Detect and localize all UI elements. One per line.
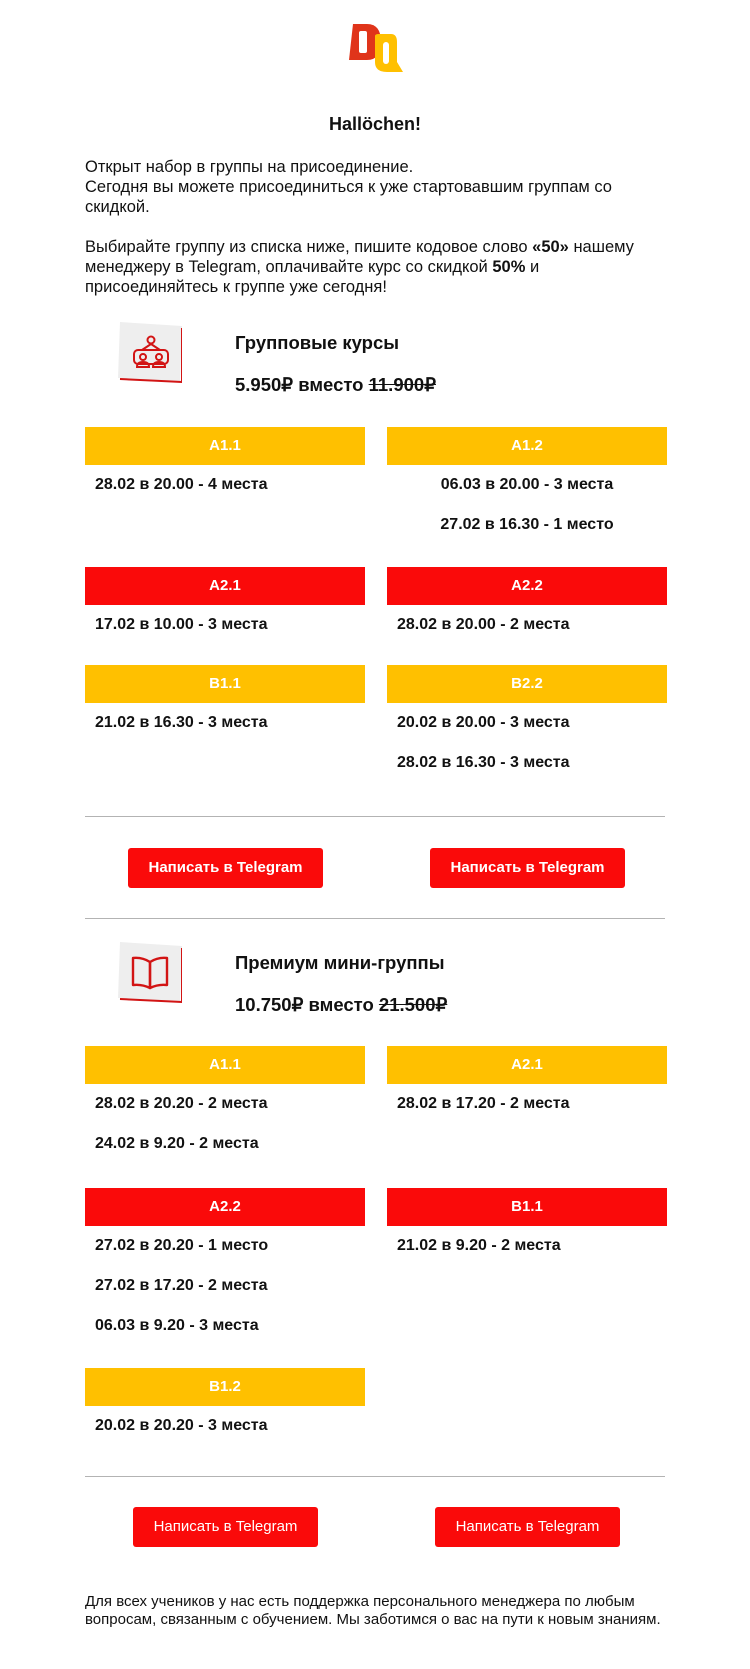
group-card — [85, 665, 365, 743]
intro-text — [85, 157, 665, 297]
group-slot: 27.02 в 20.20 - 1 место — [95, 1237, 269, 1254]
group-slot: 06.03 в 20.00 - 3 места — [440, 476, 614, 493]
group-slot: 20.02 в 20.00 - 3 места — [397, 714, 570, 731]
group-card — [85, 1046, 365, 1164]
group-slot: 27.02 в 17.20 - 2 места — [95, 1277, 268, 1294]
group-card — [387, 1046, 667, 1124]
section-header-group-courses — [85, 322, 665, 402]
code-word: «50» — [532, 238, 569, 256]
group-card — [387, 567, 667, 645]
old-price: 21.500₽ — [378, 994, 448, 1015]
group-header: A2.1 — [85, 567, 365, 605]
telegram-button[interactable]: Написать в Telegram — [435, 1507, 620, 1547]
group-slot: 28.02 в 17.20 - 2 места — [397, 1095, 570, 1112]
greeting: Hallöchen! — [328, 114, 421, 134]
intro-offer: Выбирайте группу из списка ниже, пишите кодовое слово «50» нашему менеджеру в Telegram, оплачивайте курс со скидкой 50% и присоединяйтесь к группе уже сегодня! — [85, 238, 634, 296]
group-slot: 24.02 в 9.20 - 2 места — [95, 1135, 259, 1152]
divider — [85, 918, 665, 919]
group-header: B1.1 — [387, 1188, 667, 1226]
section-title: Премиум мини-группы — [235, 952, 445, 973]
group-card — [387, 427, 667, 545]
group-slot: 06.03 в 9.20 - 3 места — [95, 1317, 259, 1334]
discount: 50% — [492, 258, 526, 276]
group-card — [85, 427, 365, 505]
group-slot: 28.02 в 16.30 - 3 места — [397, 754, 570, 771]
group-card — [387, 665, 667, 783]
group-slot: 17.02 в 10.00 - 3 места — [95, 616, 268, 633]
group-header: A1.2 — [387, 427, 667, 465]
group-header: A1.1 — [85, 427, 365, 465]
footer-text: Для всех учеников у нас есть поддержка персонального менеджера по любым вопросам, связанным с обучением. Мы заботимся о вас на пути к новым знаниям. — [85, 1593, 661, 1628]
group-slot: 21.02 в 9.20 - 2 места — [397, 1237, 561, 1254]
section-price: 10.750₽ вместо 21.500₽ — [235, 994, 448, 1015]
group-card — [387, 1188, 667, 1266]
group-header: B1.2 — [85, 1368, 365, 1406]
section-title: Групповые курсы — [235, 332, 400, 353]
group-header: A2.2 — [387, 567, 667, 605]
group-slot: 21.02 в 16.30 - 3 места — [95, 714, 268, 731]
divider — [85, 816, 665, 817]
telegram-button[interactable]: Написать в Telegram — [430, 848, 625, 888]
open-book-icon — [118, 942, 182, 1004]
group-people-icon — [118, 322, 182, 384]
group-slot: 20.02 в 20.20 - 3 места — [95, 1417, 268, 1434]
group-header: B1.1 — [85, 665, 365, 703]
divider — [85, 1476, 665, 1477]
telegram-button[interactable]: Написать в Telegram — [128, 848, 323, 888]
section-header-premium — [85, 942, 665, 1022]
intro-line: Сегодня вы можете присоединиться к уже стартовавшим группам со скидкой. — [85, 178, 612, 216]
section-price: 5.950₽ вместо 11.900₽ — [235, 374, 436, 395]
old-price: 11.900₽ — [368, 374, 436, 395]
group-slot: 28.02 в 20.20 - 2 места — [95, 1095, 268, 1112]
group-header: B2.2 — [387, 665, 667, 703]
brand-logo — [347, 22, 407, 78]
group-header: A2.1 — [387, 1046, 667, 1084]
telegram-button[interactable]: Написать в Telegram — [133, 1507, 318, 1547]
intro-line: Открыт набор в группы на присоединение. — [85, 158, 414, 176]
group-slot: 28.02 в 20.00 - 2 места — [397, 616, 570, 633]
group-slot: 27.02 в 16.30 - 1 место — [440, 516, 614, 533]
group-card — [85, 1368, 365, 1446]
group-header: A2.2 — [85, 1188, 365, 1226]
group-slot: 28.02 в 20.00 - 4 места — [95, 476, 268, 493]
group-card — [85, 567, 365, 645]
group-header: A1.1 — [85, 1046, 365, 1084]
group-card — [85, 1188, 365, 1346]
